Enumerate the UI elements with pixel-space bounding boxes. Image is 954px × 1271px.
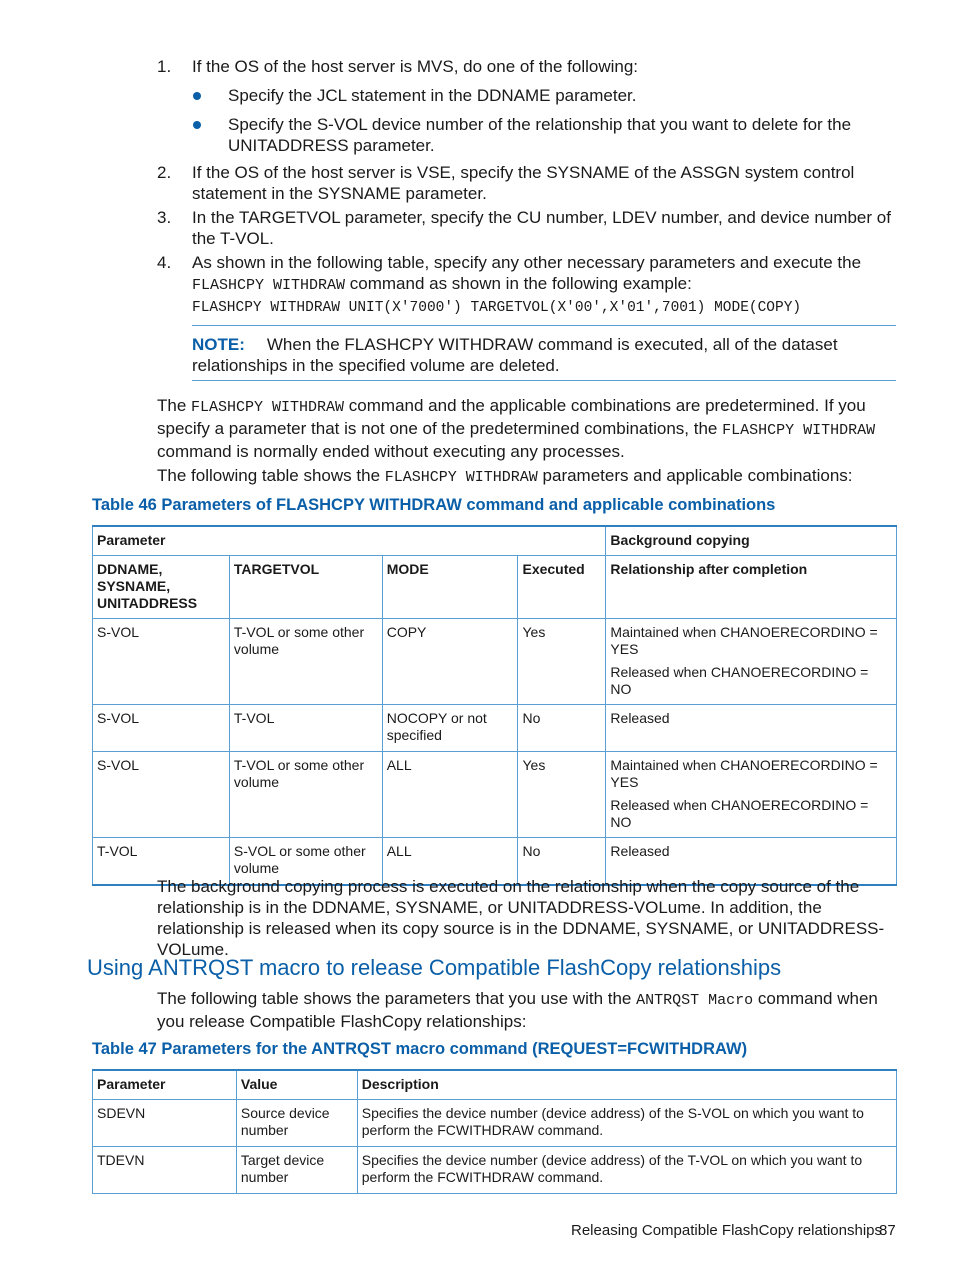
para2-a: The following table shows the — [157, 466, 381, 485]
header-relationship: Relationship after completion — [606, 556, 897, 619]
cell: Target device number — [236, 1147, 357, 1194]
cell: Specifies the device number (device address) of the S-VOL on which you want to perform the FCWITHDRAW command. — [357, 1100, 896, 1147]
header-background-copying: Background copying — [606, 526, 897, 556]
cell: No — [518, 705, 606, 752]
cell: Released — [606, 838, 897, 885]
section-code: ANTRQST Macro — [636, 992, 754, 1009]
paragraph-following-table — [157, 465, 899, 488]
table-46-caption: Table 46 Parameters of FLASHCPY WITHDRAW command and applicable combinations — [92, 496, 776, 514]
cell: NOCOPY or not specified — [382, 705, 518, 752]
step-1-bullet-1: Specify the JCL statement in the DDNAME parameter. — [228, 86, 637, 105]
para1-code1: FLASHCPY WITHDRAW — [191, 399, 345, 416]
table-row — [93, 619, 897, 705]
cell: S-VOL — [93, 752, 230, 838]
cell: TDEVN — [93, 1147, 237, 1194]
step-number-2: 2. — [157, 163, 172, 182]
cell: T-VOL or some other volume — [229, 619, 382, 705]
step-4-text-a: As shown in the following table, specify any other necessary parameters and execute the — [192, 253, 862, 272]
para1-code2: FLASHCPY WITHDRAW — [722, 422, 876, 439]
paragraph-predetermined — [157, 395, 899, 462]
cell: S-VOL — [93, 619, 230, 705]
step-4-text-b: command as shown in the following example: — [349, 274, 692, 293]
step-4-text — [192, 252, 892, 296]
para2-b: parameters and applicable combinations: — [542, 466, 853, 485]
para1-a: The — [157, 396, 187, 415]
cell: ALL — [382, 752, 518, 838]
cell: Released — [606, 705, 897, 752]
step-number-3: 3. — [157, 208, 172, 227]
paragraph-background-copying: The background copying process is executed on the relationship when the copy source of the relationship is in the DDNAME, SYSNAME, or UNITADDRESS-VOLume. In addition, the relationship is released when its copy source is in the DDNAME, SYSNAME, or UNITADDRESS-VOLume. — [157, 877, 885, 959]
cell: ALL — [382, 838, 518, 885]
header-ddname: DDNAME, SYSNAME, UNITADDRESS — [93, 556, 230, 619]
table-row — [93, 752, 897, 838]
cell: T-VOL — [229, 705, 382, 752]
table-46-group-header — [93, 526, 897, 556]
bullet-icon — [193, 121, 201, 129]
header-value: Value — [236, 1070, 357, 1100]
example-command: FLASHCPY WITHDRAW UNIT(X'7000') TARGETVOL(X'00',X'01',7001) MODE(COPY) — [192, 300, 802, 316]
cell — [606, 752, 897, 838]
cell: Yes — [518, 752, 606, 838]
step-2-text: If the OS of the host server is VSE, specify the SYSNAME of the ASSGN system control statement in the SYSNAME parameter. — [192, 163, 855, 203]
table-46 — [92, 525, 897, 886]
table-row — [93, 1147, 897, 1194]
para1-c: command is normally ended without executing any processes. — [157, 442, 625, 461]
cell: COPY — [382, 619, 518, 705]
bullet-icon — [193, 92, 201, 100]
note — [192, 334, 872, 376]
section-a: The following table shows the parameters that you use with the — [157, 989, 632, 1008]
step-3-text: In the TARGETVOL parameter, specify the CU number, LDEV number, and device number of the T-VOL. — [192, 208, 891, 248]
cell: S-VOL — [93, 705, 230, 752]
cell: Source device number — [236, 1100, 357, 1147]
table-47-caption: Table 47 Parameters for the ANTRQST macro command (REQUEST=FCWITHDRAW) — [92, 1040, 748, 1058]
header-targetvol: TARGETVOL — [229, 556, 382, 619]
cell-line: Maintained when CHANOERECORDINO = YES — [610, 757, 878, 790]
cell: S-VOL or some other volume — [229, 838, 382, 885]
step-1-bullet-2: Specify the S-VOL device number of the relationship that you want to delete for the UNITADDRESS parameter. — [228, 115, 852, 155]
cell: SDEVN — [93, 1100, 237, 1147]
cell — [606, 619, 897, 705]
header-description: Description — [357, 1070, 896, 1100]
table-47-header — [93, 1070, 897, 1100]
note-label: NOTE: — [192, 335, 245, 354]
header-executed: Executed — [518, 556, 606, 619]
step-1-text: If the OS of the host server is MVS, do one of the following: — [192, 57, 639, 76]
cell: Yes — [518, 619, 606, 705]
table-46-column-header — [93, 556, 897, 619]
section-b: command when you release Compatible FlashCopy relationships: — [157, 989, 878, 1031]
cell-line: Maintained when CHANOERECORDINO = YES — [610, 624, 878, 657]
step-number-4: 4. — [157, 253, 172, 272]
step-4-code: FLASHCPY WITHDRAW — [192, 277, 346, 294]
table-47 — [92, 1069, 897, 1194]
table-row — [93, 705, 897, 752]
note-bottom-rule — [192, 380, 896, 381]
cell: Specifies the device number (device address) of the T-VOL on which you want to perform the FCWITHDRAW command. — [357, 1147, 896, 1194]
header-parameter: Parameter — [93, 1070, 237, 1100]
header-mode: MODE — [382, 556, 518, 619]
cell: T-VOL — [93, 838, 230, 885]
header-parameter: Parameter — [93, 526, 606, 556]
note-text: When the FLASHCPY WITHDRAW command is executed, all of the dataset relationships in the specified volume are deleted. — [192, 335, 838, 375]
footer-title: Releasing Compatible FlashCopy relationships — [571, 1222, 882, 1239]
paragraph-antrqst — [157, 988, 899, 1032]
para1-b: command and the applicable combinations are predetermined. If you specify a parameter that is not one of the predetermined combinations, the — [157, 396, 866, 438]
page-number: 87 — [879, 1222, 896, 1239]
section-heading: Using ANTRQST macro to release Compatible FlashCopy relationships — [87, 955, 782, 980]
cell-line: Released when CHANOERECORDINO = NO — [610, 664, 869, 697]
cell-line: Released when CHANOERECORDINO = NO — [610, 797, 869, 830]
para2-code: FLASHCPY WITHDRAW — [384, 469, 538, 486]
note-top-rule — [192, 325, 896, 326]
cell: No — [518, 838, 606, 885]
step-number-1: 1. — [157, 57, 172, 76]
cell: T-VOL or some other volume — [229, 752, 382, 838]
table-row — [93, 1100, 897, 1147]
